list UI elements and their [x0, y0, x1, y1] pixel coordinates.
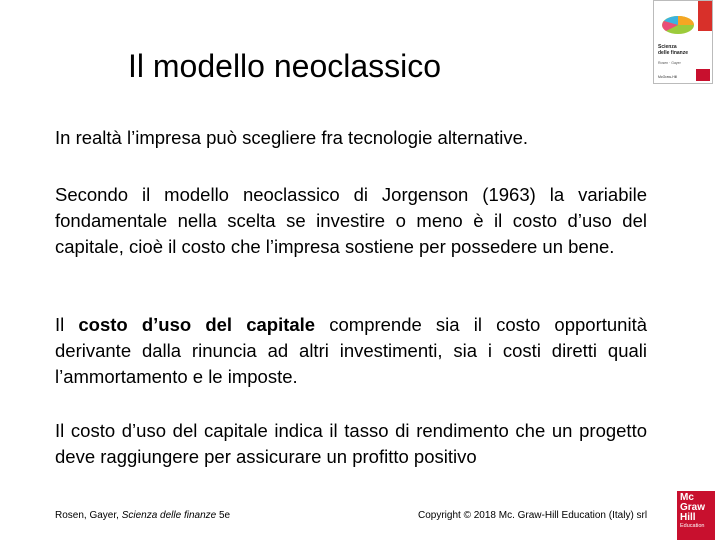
paragraph-3	[55, 312, 647, 390]
book-cover-chart-icon	[660, 7, 696, 39]
book-cover-authors: Rosen · Gayer	[658, 61, 681, 65]
paragraph-3-bold-term: costo d’uso del capitale	[78, 314, 316, 335]
mcgraw-hill-logo: Mc Graw Hill Education	[677, 491, 715, 540]
paragraph-1: In realtà l’impresa può scegliere fra tecnologie alternative.	[55, 127, 529, 148]
book-cover-thumbnail	[653, 0, 713, 84]
book-cover-title: Scienza delle finanze	[658, 44, 689, 56]
book-cover-publisher: McGraw-Hill	[658, 75, 678, 79]
paragraph-3-prefix: Il	[55, 314, 79, 335]
book-cover-publisher-logo	[696, 69, 710, 81]
slide-title: Il modello neoclassico	[128, 48, 442, 84]
book-cover-accent	[698, 1, 712, 31]
paragraph-3-rest: comprende sia il costo opportunità derivante dalla rinuncia ad altri investimenti, sia i costi diretti quali l’ammortamento e le imposte.	[55, 314, 648, 387]
paragraph-4: Il costo d’uso del capitale indica il tasso di rendimento che un progetto deve raggiungere per assicurare un profitto positivo	[55, 420, 647, 467]
paragraph-2: Secondo il modello neoclassico di Jorgenson (1963) la variabile fondamentale nella scelta se investire o meno è il costo d’uso del capitale, cioè il costo che l’impresa sostiene per possedere un bene.	[55, 184, 647, 257]
footer-citation: Rosen, Gayer, Scienza delle finanze 5e	[55, 510, 231, 521]
footer-copyright: Copyright © 2018 Mc. Graw-Hill Education (Italy) srl	[418, 510, 648, 521]
